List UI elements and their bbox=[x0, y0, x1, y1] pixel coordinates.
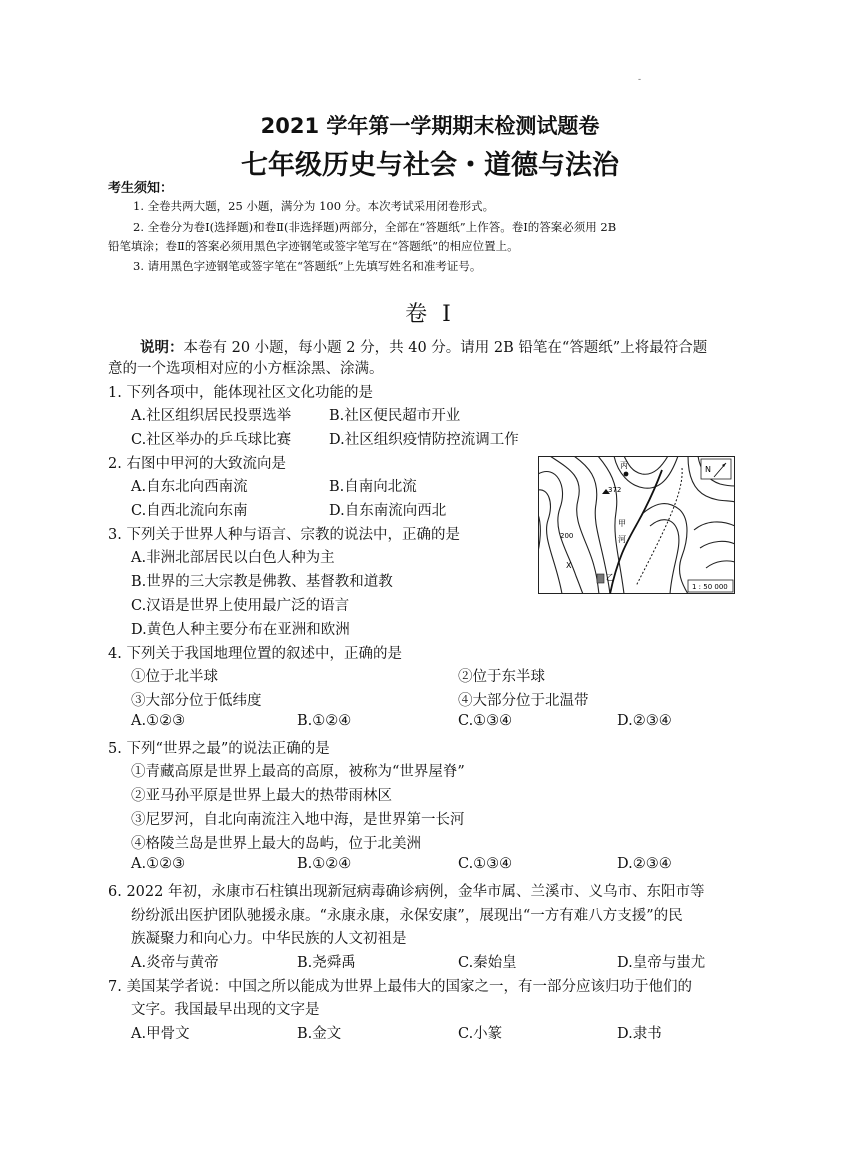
option: D.②③④ bbox=[617, 713, 672, 729]
notice-item: 2. 全卷分为卷Ⅰ(选择题)和卷Ⅱ(非选择题)两部分，全部在“答题纸”上作答。卷Ⅰ的答案必须用 2B bbox=[133, 220, 617, 234]
question-stem: 6. 2022 年初，永康市石柱镇出现新冠病毒确诊病例，金华市属、兰溪市、义乌市、东阳市等 bbox=[108, 884, 705, 900]
statement: ③尼罗河，自北向南流注入地中海，是世界第一长河 bbox=[131, 812, 465, 828]
statement: ④格陵兰岛是世界上最大的岛屿，位于北美洲 bbox=[131, 836, 421, 852]
town-yi-marker bbox=[597, 574, 604, 583]
notice-item: 1. 全卷共两大题，25 小题，满分为 100 分。本次考试采用闭卷形式。 bbox=[133, 199, 495, 213]
option: C.汉语是世界上使用最广泛的语言 bbox=[131, 598, 350, 614]
statement: ②位于东半球 bbox=[458, 669, 545, 685]
option: A.社区组织居民投票选举 bbox=[131, 408, 292, 424]
option: A.自东北向西南流 bbox=[131, 479, 248, 495]
option: B.金文 bbox=[297, 1026, 342, 1042]
option: D.皇帝与蚩尤 bbox=[617, 955, 706, 971]
option: A.①②③ bbox=[131, 856, 186, 872]
question-stem: 2. 右图中甲河的大致流向是 bbox=[108, 456, 286, 472]
question-stem: 1. 下列各项中，能体现社区文化功能的是 bbox=[108, 385, 373, 401]
instructions-lead: 说明： bbox=[140, 339, 184, 356]
option: C.小篆 bbox=[458, 1026, 503, 1042]
option: D.隶书 bbox=[617, 1026, 662, 1042]
village-bing-dot bbox=[624, 472, 629, 477]
statement: ①青藏高原是世界上最高的高原，被称为“世界屋脊” bbox=[131, 764, 465, 780]
option: C.①③④ bbox=[458, 856, 513, 872]
statement: ③大部分位于低纬度 bbox=[131, 693, 262, 709]
option: D.②③④ bbox=[617, 856, 672, 872]
question-stem: 5. 下列“世界之最”的说法正确的是 bbox=[108, 741, 330, 757]
north-label: N bbox=[705, 465, 711, 474]
scale-label: 1 : 50 000 bbox=[692, 583, 728, 591]
statement: ①位于北半球 bbox=[131, 669, 218, 685]
option: B.尧舜禹 bbox=[297, 955, 356, 971]
question-stem: 族凝聚力和向心力。中华民族的人文初祖是 bbox=[131, 931, 407, 947]
option: B.世界的三大宗教是佛教、基督教和道教 bbox=[131, 574, 393, 590]
option: B.①②④ bbox=[297, 713, 352, 729]
label-yi: 乙 bbox=[606, 573, 614, 582]
question-stem: 4. 下列关于我国地理位置的叙述中，正确的是 bbox=[108, 646, 402, 662]
option: D.自东南流向西北 bbox=[329, 503, 447, 519]
corner-dot: - bbox=[638, 75, 642, 85]
question-stem: 纷纷派出医护团队驰援永康。“永康永康，永保安康”，展现出“一方有难八方支援”的民 bbox=[131, 908, 683, 924]
option: D.社区组织疫情防控流调工作 bbox=[329, 432, 519, 448]
question-stem: 3. 下列关于世界人种与语言、宗教的说法中，正确的是 bbox=[108, 527, 460, 543]
contour-map bbox=[538, 456, 735, 594]
option: C.自西北流向东南 bbox=[131, 503, 248, 519]
option: A.炎帝与黄帝 bbox=[131, 955, 219, 971]
question-stem: 文字。我国最早出现的文字是 bbox=[131, 1002, 320, 1018]
exam-subtitle: 七年级历史与社会・道德与法治 bbox=[241, 150, 619, 181]
option: D.黄色人种主要分布在亚洲和欧洲 bbox=[131, 622, 350, 638]
label-x: X bbox=[566, 561, 572, 570]
label-peak: 372 bbox=[608, 486, 622, 494]
section-title: 卷 Ⅰ bbox=[405, 302, 455, 327]
label-he: 河 bbox=[618, 535, 626, 544]
option: A.非洲北部居民以白色人种为主 bbox=[131, 550, 335, 566]
label-bing: 丙 bbox=[620, 461, 628, 470]
statement: ②亚马孙平原是世界上最大的热带雨林区 bbox=[131, 788, 392, 804]
option: C.秦始皇 bbox=[458, 955, 517, 971]
instructions-text: 本卷有 20 小题，每小题 2 分，共 40 分。请用 2B 铅笔在“答题纸”上将最符合题 bbox=[183, 340, 708, 356]
question-stem: 7. 美国某学者说：中国之所以能成为世界上最伟大的国家之一，有一部分应该归功于他们的 bbox=[108, 979, 692, 995]
option: B.自南向北流 bbox=[329, 479, 417, 495]
notice-item: 铅笔填涂；卷Ⅱ的答案必须用黑色字迹钢笔或签字笔写在“答题纸”的相应位置上。 bbox=[108, 239, 519, 253]
option: C.①③④ bbox=[458, 713, 513, 729]
option: B.社区便民超市开业 bbox=[329, 408, 461, 424]
instructions-line: 意的一个选项相对应的小方框涂黑、涂满。 bbox=[108, 361, 384, 377]
notice-item: 3. 请用黑色字迹钢笔或签字笔在“答题纸”上先填写姓名和准考证号。 bbox=[133, 259, 482, 273]
option: A.甲骨文 bbox=[131, 1026, 190, 1042]
option: C.社区举办的乒乓球比赛 bbox=[131, 432, 292, 448]
instructions-line bbox=[140, 336, 707, 357]
option: A.①②③ bbox=[131, 713, 186, 729]
label-200: 200 bbox=[560, 532, 574, 540]
exam-title: 2021 学年第一学期期末检测试题卷 bbox=[260, 114, 600, 138]
statement: ④大部分位于北温带 bbox=[458, 693, 589, 709]
label-jia: 甲 bbox=[618, 519, 626, 528]
notice-heading: 考生须知： bbox=[108, 181, 174, 196]
option: B.①②④ bbox=[297, 856, 352, 872]
